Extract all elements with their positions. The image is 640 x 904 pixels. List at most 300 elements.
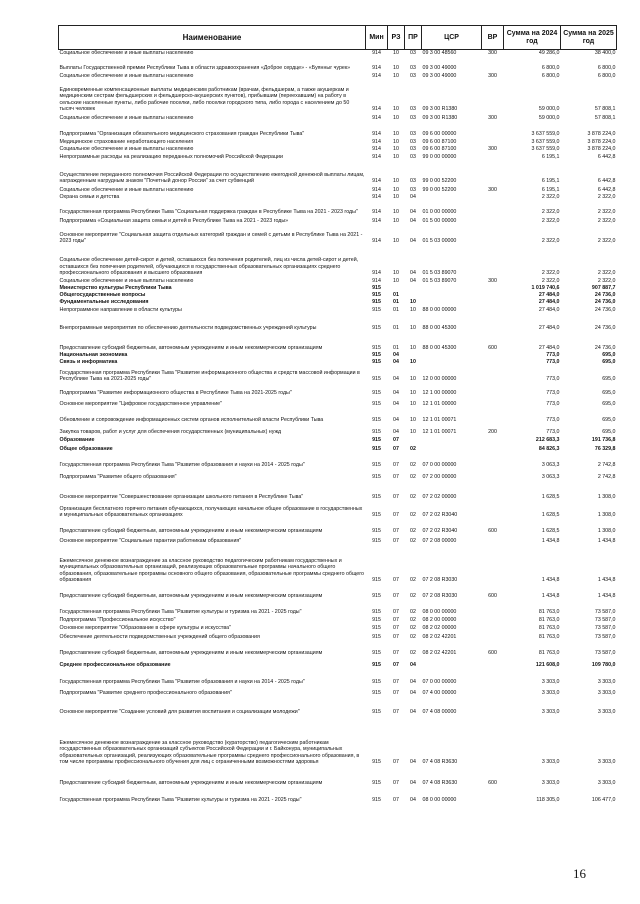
table-row xyxy=(59,584,617,600)
row-expense-type-code: 300 xyxy=(488,146,497,153)
row-expense-type-code xyxy=(482,383,504,397)
row-expense-type-code xyxy=(482,436,504,444)
row-section-code: 07 xyxy=(393,662,399,669)
row-target-article-code: 08 2 00 00000 xyxy=(422,617,457,624)
row-subsection-code: 03 xyxy=(410,146,416,153)
row-section-code: 07 xyxy=(393,609,399,616)
row-sum-2025: 57 808,1 xyxy=(594,106,616,113)
row-name: Социальное обеспечение детей-сирот и детей, оставшихся без попечения родителей, лиц из числа детей-сирот и детей, оставшихся без попечения родителей, обучающихся в государственных образовательных организациях среднего профессионального образования и высшего образования xyxy=(59,257,359,277)
row-name: Обеспечение деятельности подведомственных учреждений общего образования xyxy=(59,634,260,641)
row-expense-type-code xyxy=(482,57,504,72)
row-section-code: 04 xyxy=(393,390,399,397)
table-row xyxy=(59,424,617,436)
row-subsection-code: 04 xyxy=(410,194,416,201)
row-section-code: 07 xyxy=(393,780,399,787)
row-section-code: 04 xyxy=(393,352,399,359)
row-target-article-code: 07 2 08 R3030 xyxy=(422,593,458,600)
row-subsection-code: 03 xyxy=(410,65,416,72)
row-sum-2025: 1 434,8 xyxy=(597,538,616,545)
row-section-code: 07 xyxy=(393,709,399,716)
row-section-code: 10 xyxy=(393,238,399,245)
table-row xyxy=(59,50,617,57)
row-ministry-code: 915 xyxy=(372,662,381,669)
row-sum-2024: 773,0 xyxy=(546,376,560,383)
row-ministry-code: 915 xyxy=(372,625,381,632)
table-row xyxy=(59,686,617,697)
row-target-article-code: 12 1 01 00071 xyxy=(422,429,457,436)
row-expense-type-code xyxy=(482,697,504,716)
row-ministry-code: 915 xyxy=(372,359,381,366)
row-sum-2025: 1 308,0 xyxy=(597,512,616,519)
row-name: Социальное обеспечение и иные выплаты населению xyxy=(59,50,194,57)
row-section-code: 07 xyxy=(393,625,399,632)
row-ministry-code: 914 xyxy=(372,139,381,146)
row-section-code: 01 xyxy=(393,292,399,299)
row-section-code: 10 xyxy=(393,278,399,285)
row-target-article-code: 09 3 00 R1380 xyxy=(422,115,458,122)
row-subsection-code: 03 xyxy=(410,139,416,146)
row-sum-2024: 3 303,0 xyxy=(541,780,560,787)
row-sum-2025: 695,0 xyxy=(602,429,616,436)
row-section-code: 10 xyxy=(393,194,399,201)
table-row xyxy=(59,292,617,299)
row-ministry-code: 915 xyxy=(372,462,381,469)
row-expense-type-code: 600 xyxy=(488,345,497,352)
table-row xyxy=(59,600,617,616)
row-sum-2025: 1 434,8 xyxy=(597,593,616,600)
table-row xyxy=(59,787,617,804)
row-sum-2025: 2 322,0 xyxy=(597,238,616,245)
row-expense-type-code xyxy=(482,535,504,545)
row-expense-type-code xyxy=(482,545,504,584)
row-ministry-code: 915 xyxy=(372,292,381,299)
row-sum-2025: 76 329,8 xyxy=(594,446,616,453)
row-name: Закупка товаров, работ и услуг для обеспечения государственных (муниципальных) нужд xyxy=(59,429,282,436)
row-name: Связь и информатика xyxy=(59,359,118,366)
row-target-article-code xyxy=(422,352,482,359)
row-name: Подпрограмма "Развитие среднего профессионального образования" xyxy=(59,690,232,697)
row-sum-2025: 109 780,0 xyxy=(591,662,616,669)
row-ministry-code: 915 xyxy=(372,538,381,545)
row-subsection-code xyxy=(405,292,422,299)
row-ministry-code: 915 xyxy=(372,299,381,306)
row-sum-2024: 3 303,0 xyxy=(541,679,560,686)
row-sum-2024: 773,0 xyxy=(546,390,560,397)
row-ministry-code: 915 xyxy=(372,593,381,600)
row-target-article-code xyxy=(422,657,482,669)
row-section-code: 10 xyxy=(393,106,399,113)
table-row xyxy=(59,285,617,292)
row-subsection-code: 04 xyxy=(410,278,416,285)
row-ministry-code: 914 xyxy=(372,178,381,185)
row-expense-type-code xyxy=(482,161,504,185)
row-name: Национальная экономика xyxy=(59,352,128,359)
row-sum-2024: 81 763,0 xyxy=(538,617,560,624)
row-target-article-code: 07 4 00 00000 xyxy=(422,690,457,697)
row-sum-2025: 3 303,0 xyxy=(597,679,616,686)
row-expense-type-code: 300 xyxy=(488,187,497,194)
row-subsection-code: 04 xyxy=(410,270,416,277)
row-expense-type-code: 600 xyxy=(488,780,497,787)
row-ministry-code: 915 xyxy=(372,759,381,766)
row-sum-2024: 81 763,0 xyxy=(538,609,560,616)
row-subsection-code: 04 xyxy=(410,679,416,686)
row-target-article-code: 09 3 00 R1380 xyxy=(422,106,458,113)
row-section-code: 01 xyxy=(393,325,399,332)
row-ministry-code: 915 xyxy=(372,437,381,444)
row-target-article-code: 01 5 03 89070 xyxy=(422,278,457,285)
row-sum-2024: 773,0 xyxy=(546,359,560,366)
row-expense-type-code xyxy=(482,686,504,697)
table-row xyxy=(59,122,617,138)
row-sum-2025: 2 322,0 xyxy=(597,209,616,216)
row-sum-2024: 212 683,3 xyxy=(535,437,560,444)
row-name: Социальное обеспечение и иные выплаты населению xyxy=(59,115,194,122)
row-sum-2024: 1 628,5 xyxy=(541,528,560,535)
row-name: Образование xyxy=(59,437,95,444)
row-section-code: 07 xyxy=(393,679,399,686)
row-ministry-code: 915 xyxy=(372,797,381,804)
row-section-code: 01 xyxy=(393,299,399,306)
row-expense-type-code xyxy=(482,359,504,366)
row-target-article-code xyxy=(422,359,482,366)
row-ministry-code: 915 xyxy=(372,345,381,352)
header-csr: ЦСР xyxy=(422,26,482,50)
row-section-code: 10 xyxy=(393,73,399,80)
row-ministry-code: 915 xyxy=(372,634,381,641)
row-subsection-code: 03 xyxy=(410,178,416,185)
row-name: Государственная программа Республики Тыва "Социальная поддержка граждан в Республике Тыва на 2021 - 2023 годы" xyxy=(59,209,358,216)
row-subsection-code: 04 xyxy=(410,209,416,216)
row-expense-type-code xyxy=(482,624,504,632)
row-sum-2025: 695,0 xyxy=(602,376,616,383)
row-ministry-code: 914 xyxy=(372,106,381,113)
row-section-code: 07 xyxy=(393,446,399,453)
row-ministry-code: 915 xyxy=(372,325,381,332)
row-sum-2024: 2 322,0 xyxy=(541,209,560,216)
row-subsection-code: 10 xyxy=(410,417,416,424)
table-row xyxy=(59,436,617,444)
row-sum-2025: 73 587,0 xyxy=(594,625,616,632)
row-target-article-code: 07 4 08 R3630 xyxy=(422,759,458,766)
row-section-code: 01 xyxy=(393,345,399,352)
row-ministry-code: 915 xyxy=(372,577,381,584)
row-sum-2024: 59 000,0 xyxy=(538,106,560,113)
row-target-article-code: 01 5 03 00000 xyxy=(422,238,457,245)
row-sum-2025: 6 442,8 xyxy=(597,154,616,161)
table-row xyxy=(59,146,617,153)
row-subsection-code: 02 xyxy=(410,617,416,624)
row-target-article-code xyxy=(422,436,482,444)
row-name: Непрограммное направление в области культуры xyxy=(59,307,182,314)
row-target-article-code: 88 0 00 45300 xyxy=(422,345,457,352)
row-section-code: 04 xyxy=(393,359,399,366)
row-name: Государственная программа Республики Тыва "Развитие культуры и туризма на 2021 - 2025 годы" xyxy=(59,609,302,616)
row-sum-2024: 773,0 xyxy=(546,417,560,424)
row-target-article-code: 09 3 00 48560 xyxy=(422,50,457,57)
row-section-code: 07 xyxy=(393,634,399,641)
row-target-article-code: 07 0 00 00000 xyxy=(422,462,457,469)
row-name: Основное мероприятие "Цифровое государственное управление" xyxy=(59,401,222,408)
table-row xyxy=(59,359,617,366)
row-section-code: 07 xyxy=(393,593,399,600)
row-ministry-code: 914 xyxy=(372,50,381,57)
row-target-article-code: 07 2 02 R3040 xyxy=(422,512,458,519)
table-row xyxy=(59,519,617,535)
row-sum-2025: 1 308,0 xyxy=(597,494,616,501)
row-sum-2025: 695,0 xyxy=(602,352,616,359)
row-sum-2024: 3 303,0 xyxy=(541,690,560,697)
row-target-article-code: 07 2 08 00000 xyxy=(422,538,457,545)
row-target-article-code: 08 0 00 00000 xyxy=(422,609,457,616)
row-expense-type-code xyxy=(482,153,504,161)
row-sum-2025: 3 878 224,0 xyxy=(587,139,616,146)
row-sum-2025: 907 887,7 xyxy=(591,285,616,292)
header-sum-2024: Сумма на 2024 год xyxy=(504,26,561,50)
row-sum-2025: 695,0 xyxy=(602,401,616,408)
row-sum-2025: 24 736,0 xyxy=(594,299,616,306)
row-name: Социальное обеспечение и иные выплаты населению xyxy=(59,73,194,80)
row-expense-type-code: 200 xyxy=(488,429,497,436)
budget-table xyxy=(58,25,617,804)
row-section-code: 04 xyxy=(393,376,399,383)
row-expense-type-code: 300 xyxy=(488,115,497,122)
row-name: Подпрограмма "Организация обязательного медицинского страхования граждан Республики Тыва" xyxy=(59,131,305,138)
row-expense-type-code: 600 xyxy=(488,593,497,600)
table-row xyxy=(59,397,617,408)
row-sum-2024: 81 763,0 xyxy=(538,634,560,641)
table-row xyxy=(59,161,617,185)
header-vr: ВР xyxy=(482,26,504,50)
row-subsection-code: 10 xyxy=(410,307,416,314)
row-expense-type-code xyxy=(482,366,504,383)
row-name: Подпрограмма "Профессиональное искусство" xyxy=(59,617,176,624)
row-subsection-code: 04 xyxy=(410,662,416,669)
row-expense-type-code xyxy=(482,201,504,216)
row-sum-2024: 3 063,3 xyxy=(541,462,560,469)
table-body xyxy=(59,50,617,804)
row-target-article-code xyxy=(422,299,482,306)
row-expense-type-code xyxy=(482,314,504,332)
row-subsection-code: 04 xyxy=(410,690,416,697)
row-subsection-code: 10 xyxy=(410,376,416,383)
row-target-article-code xyxy=(422,285,482,292)
table-row xyxy=(59,444,617,453)
row-name: Предоставление субсидий бюджетным, автономным учреждениям и иным некоммерческим организациям xyxy=(59,345,323,352)
row-name: Подпрограмма «Социальная защита семьи и детей в Республике Тыва на 2021 - 2023 годы» xyxy=(59,218,289,225)
row-target-article-code: 01 5 03 89070 xyxy=(422,270,457,277)
row-sum-2025: 2 322,0 xyxy=(597,218,616,225)
row-sum-2025: 695,0 xyxy=(602,417,616,424)
table-row xyxy=(59,216,617,225)
row-subsection-code: 02 xyxy=(410,593,416,600)
row-expense-type-code xyxy=(482,669,504,686)
row-target-article-code: 09 6 00 00000 xyxy=(422,131,457,138)
row-ministry-code: 914 xyxy=(372,115,381,122)
row-sum-2024: 2 322,0 xyxy=(541,218,560,225)
row-ministry-code: 915 xyxy=(372,528,381,535)
row-sum-2024: 6 800,0 xyxy=(541,73,560,80)
row-expense-type-code xyxy=(482,194,504,201)
row-target-article-code: 01 0 00 00000 xyxy=(422,209,457,216)
row-ministry-code: 915 xyxy=(372,352,381,359)
row-sum-2025: 57 808,1 xyxy=(594,115,616,122)
row-ministry-code: 914 xyxy=(372,218,381,225)
row-name: Охрана семьи и детства xyxy=(59,194,120,201)
row-sum-2025: 6 800,0 xyxy=(597,65,616,72)
row-section-code: 07 xyxy=(393,462,399,469)
row-sum-2025: 6 800,0 xyxy=(597,73,616,80)
row-ministry-code: 914 xyxy=(372,278,381,285)
row-section-code: 04 xyxy=(393,429,399,436)
row-ministry-code: 915 xyxy=(372,679,381,686)
row-name: Ежемесячное денежное вознаграждение за классное руководство (кураторство) педагогическим работникам государственных образовательных организаций субъектов Российской Федерации и г. Байконура, муниципальных образовательных организаций, реализующих образовательные программы среднего профессионального образования, в том числе программы профессионального обучения для лиц с ограниченными возможностями здоровья xyxy=(59,739,360,766)
header-rz: РЗ xyxy=(388,26,405,50)
row-ministry-code: 915 xyxy=(372,446,381,453)
row-target-article-code: 88 0 00 00000 xyxy=(422,307,457,314)
table-row xyxy=(59,225,617,245)
row-ministry-code: 914 xyxy=(372,65,381,72)
row-ministry-code: 915 xyxy=(372,650,381,657)
row-ministry-code: 914 xyxy=(372,73,381,80)
row-ministry-code: 915 xyxy=(372,690,381,697)
row-section-code: 07 xyxy=(393,474,399,481)
table-row xyxy=(59,366,617,383)
row-subsection-code xyxy=(405,285,422,292)
row-expense-type-code xyxy=(482,352,504,359)
row-name: Основное мероприятие "Образование в сфере культуры и искусства" xyxy=(59,625,231,632)
row-ministry-code: 915 xyxy=(372,512,381,519)
row-expense-type-code: 300 xyxy=(488,50,497,57)
table-row xyxy=(59,314,617,332)
row-target-article-code: 99 0 00 52200 xyxy=(422,187,457,194)
row-subsection-code: 10 xyxy=(410,299,416,306)
row-subsection-code: 02 xyxy=(410,625,416,632)
row-subsection-code: 04 xyxy=(410,218,416,225)
row-subsection-code: 10 xyxy=(410,429,416,436)
row-expense-type-code xyxy=(482,616,504,624)
row-expense-type-code xyxy=(482,408,504,424)
row-sum-2024: 121 608,0 xyxy=(535,662,560,669)
row-subsection-code: 02 xyxy=(410,512,416,519)
row-ministry-code: 915 xyxy=(372,780,381,787)
row-ministry-code: 915 xyxy=(372,417,381,424)
row-sum-2025: 24 736,0 xyxy=(594,292,616,299)
row-expense-type-code xyxy=(482,225,504,245)
table-row xyxy=(59,632,617,641)
row-sum-2024: 6 195,1 xyxy=(541,178,560,185)
row-name: Предоставление субсидий бюджетным, автономным учреждениям и иным некоммерческим организациям xyxy=(59,780,323,787)
row-subsection-code: 03 xyxy=(410,187,416,194)
table-row xyxy=(59,481,617,501)
row-subsection-code: 02 xyxy=(410,650,416,657)
row-section-code: 10 xyxy=(393,270,399,277)
row-ministry-code: 915 xyxy=(372,390,381,397)
row-sum-2024: 3 637 559,0 xyxy=(531,146,560,153)
row-sum-2024: 773,0 xyxy=(546,352,560,359)
table-row xyxy=(59,501,617,519)
row-subsection-code: 02 xyxy=(410,609,416,616)
row-sum-2024: 27 484,0 xyxy=(538,325,560,332)
row-section-code: 07 xyxy=(393,538,399,545)
row-target-article-code: 12 1 01 00071 xyxy=(422,417,457,424)
row-sum-2024: 27 484,0 xyxy=(538,292,560,299)
row-sum-2025: 3 303,0 xyxy=(597,780,616,787)
row-sum-2024: 118 305,0 xyxy=(536,797,560,804)
table-row xyxy=(59,194,617,201)
row-sum-2024: 27 484,0 xyxy=(538,345,560,352)
table-row xyxy=(59,113,617,122)
table-header-row xyxy=(59,26,617,50)
row-name: Государственная программа Республики Тыва "Развитие информационного общества и средств массовой информации в Республике Тыва на 2021-2025 годы" xyxy=(59,369,360,383)
row-target-article-code: 09 3 00 49000 xyxy=(422,73,457,80)
row-sum-2025: 2 322,0 xyxy=(597,278,616,285)
row-subsection-code: 03 xyxy=(410,50,416,57)
row-section-code: 07 xyxy=(393,650,399,657)
row-sum-2024: 2 322,0 xyxy=(541,238,560,245)
row-section-code: 10 xyxy=(393,146,399,153)
header-name: Наименование xyxy=(59,26,366,50)
row-expense-type-code xyxy=(482,397,504,408)
row-expense-type-code: 300 xyxy=(488,73,497,80)
page-number: 16 xyxy=(573,866,586,881)
row-subsection-code: 04 xyxy=(410,797,416,804)
table-row xyxy=(59,624,617,632)
row-ministry-code: 914 xyxy=(372,146,381,153)
table-row xyxy=(59,245,617,277)
row-name: Организация бесплатного горячего питания обучающихся, получающих начальное общее образование в государственных и муниципальных образовательных организациях xyxy=(59,505,363,519)
row-expense-type-code: 600 xyxy=(488,650,497,657)
row-target-article-code: 07 2 00 00000 xyxy=(422,474,457,481)
row-target-article-code: 07 2 08 R3030 xyxy=(422,577,458,584)
row-ministry-code: 915 xyxy=(372,376,381,383)
row-name: Подпрограмма "Развитие общего образования" xyxy=(59,474,177,481)
row-target-article-code: 07 0 00 00000 xyxy=(422,679,457,686)
row-sum-2024: 3 063,3 xyxy=(541,474,560,481)
row-subsection-code: 04 xyxy=(410,709,416,716)
row-sum-2025: 73 587,0 xyxy=(594,634,616,641)
row-sum-2024: 59 000,0 xyxy=(538,115,560,122)
row-section-code xyxy=(388,285,405,292)
row-sum-2025: 1 308,0 xyxy=(597,528,616,535)
row-subsection-code: 03 xyxy=(410,154,416,161)
row-target-article-code: 99 0 00 00000 xyxy=(422,154,457,161)
row-sum-2024: 2 322,0 xyxy=(541,278,560,285)
row-target-article-code: 09 3 00 49000 xyxy=(422,65,457,72)
row-sum-2025: 3 303,0 xyxy=(597,690,616,697)
row-section-code: 07 xyxy=(393,512,399,519)
header-pr: ПР xyxy=(405,26,422,50)
row-ministry-code: 915 xyxy=(372,307,381,314)
row-sum-2025: 695,0 xyxy=(602,359,616,366)
row-sum-2024: 1 628,5 xyxy=(541,494,560,501)
row-subsection-code: 03 xyxy=(410,115,416,122)
row-ministry-code: 915 xyxy=(372,429,381,436)
row-name: Основное мероприятие "Совершенствование организации школьного питания в Республике Тыва" xyxy=(59,494,304,501)
row-sum-2024: 6 800,0 xyxy=(541,65,560,72)
row-expense-type-code xyxy=(482,245,504,277)
row-subsection-code: 02 xyxy=(410,474,416,481)
row-expense-type-code xyxy=(482,481,504,501)
row-sum-2025: 38 400,0 xyxy=(594,50,616,57)
table-row xyxy=(59,352,617,359)
row-expense-type-code xyxy=(482,632,504,641)
row-subsection-code: 10 xyxy=(410,345,416,352)
table-row xyxy=(59,299,617,306)
row-section-code: 10 xyxy=(393,209,399,216)
row-sum-2025: 2 742,8 xyxy=(597,474,616,481)
row-name: Единовременные компенсационные выплаты медицинским работникам (врачам, фельдшерам, а также акушеркам и медицинским сестрам фельдшерских и фельдшерско-акушерских пунктов), прибывшим (переехавшим) на работу в сельские населенные пункты, либо рабочие поселки, либо поселки городского типа, либо города с населением до 50 тысяч человек xyxy=(59,86,350,113)
